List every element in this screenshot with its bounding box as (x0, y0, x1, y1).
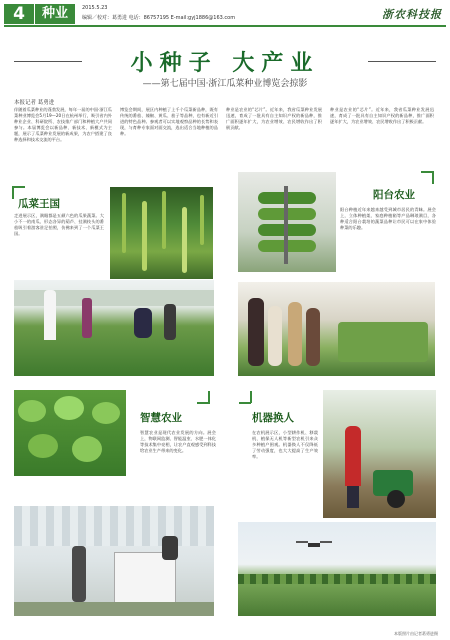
byline: 本报记者 葛勇进 (14, 100, 55, 106)
masthead-logo: 浙农科技报 (382, 8, 442, 21)
header-rule (4, 25, 446, 27)
email: E-mail:gyj1886@163.com (170, 15, 236, 21)
section-text-smart-farming: 智慧农业是现代农业发展的方向。展会上，物联网监测、智能温室、水肥一体化等技术集中亮相，让农户直观感受到科技给农业生产带来的变化。 (140, 430, 216, 454)
phone: 电话：86757195 (128, 15, 170, 21)
section-heading-machine-replacement: 机器换人 (252, 412, 294, 424)
photo-tiller-machine (323, 390, 436, 518)
photo-drone-over-field (238, 522, 436, 616)
drone-icon (294, 538, 334, 550)
title-rule-right (368, 61, 436, 62)
photo-visitors-in-field (14, 280, 214, 376)
photo-lettuce-field (14, 390, 126, 476)
intro-column-1: 伴随着瓜菜种业的蓬勃发展，每年一届的中国·浙江瓜菜种业博览会5月19—20日在杭州举行，吸引省内外种业企业、科研院所、农技推广部门和种植大户共同参与。本届博览会以新品种、新技术、新模式为主题，展示了瓜菜种业发展的新成果，为农户搭建了良种选择和技术交流的平台。 (14, 107, 112, 143)
intro-column-3: 种业是农业的“芯片”。近年来，我省瓜菜种业发展迅速，育成了一批具有自主知识产权的新品种，推广面积逐年扩大，为农业增效、农民增收作出了积极贡献。 (226, 107, 322, 131)
corner-bracket-icon (420, 171, 434, 185)
article-title: 小种子 大产业 (130, 51, 320, 76)
section-text-balcony-farming: 阳台种植近年来越来越受到城市居民的青睐。展会上，立体种植架、家庭种植箱等产品琳琅满目，各种适合阳台栽培的蔬菜品种让市民可以在家中体验种菜的乐趣。 (340, 207, 436, 231)
intro-column-2: 博览会期间，展区内种植了上千个瓜菜新品种，既有传统的番茄、辣椒、黄瓜、茄子等品种，也有新近引进的特色品种。参观者可以实地观察品种的长势和表现，与育种专家面对面交流，选出适合当地种植的品种。 (120, 107, 218, 137)
section-heading-gourd-kingdom: 瓜菜王国 (18, 198, 60, 210)
editor-line (82, 14, 235, 21)
photo-smart-greenhouse (14, 506, 214, 616)
photo-hanging-gourds (110, 187, 213, 279)
photo-vertical-planter (238, 172, 336, 272)
editors: 编辑／校对：葛勇进 (82, 15, 128, 21)
section-text-machine-replacement: 在农机展示区，小型耕作机、移栽机、植保无人机等新型农机引来众多种植户围观。机器换人不仅降低了劳动强度，也大大提高了生产效率。 (252, 430, 318, 460)
corner-bracket-icon (238, 390, 252, 404)
photo-women-at-greenhouse (238, 282, 435, 376)
section-heading-smart-farming: 智慧农业 (140, 412, 182, 424)
title-rule-left (14, 61, 82, 62)
section-heading-balcony-farming: 阳台农业 (373, 189, 415, 201)
section-text-gourd-kingdom: 走进展示区，满眼都是五颜六色的瓜果蔬菜。大小不一的南瓜、形态各异的葫芦、挂满枝头的番茄吸引着游客驻足拍照，仿佛来到了一个瓜菜王国。 (14, 213, 104, 237)
issue-date: 2015.5.23 (82, 5, 108, 11)
photo-caption: 本版照片由记者葛勇进摄 (394, 631, 438, 636)
section-name: 种业 (35, 4, 75, 24)
article-subtitle: ——第七届中国·浙江瓜菜种业博览会掠影 (142, 79, 308, 89)
intro-column-4: 种业是农业的“芯片”。近年来，我省瓜菜种业发展迅速，育成了一批具有自主知识产权的新品种，推广面积逐年扩大，为农业增效、农民增收作出了积极贡献。 (330, 107, 434, 125)
page-number: 4 (4, 4, 34, 24)
corner-bracket-icon (196, 390, 210, 404)
